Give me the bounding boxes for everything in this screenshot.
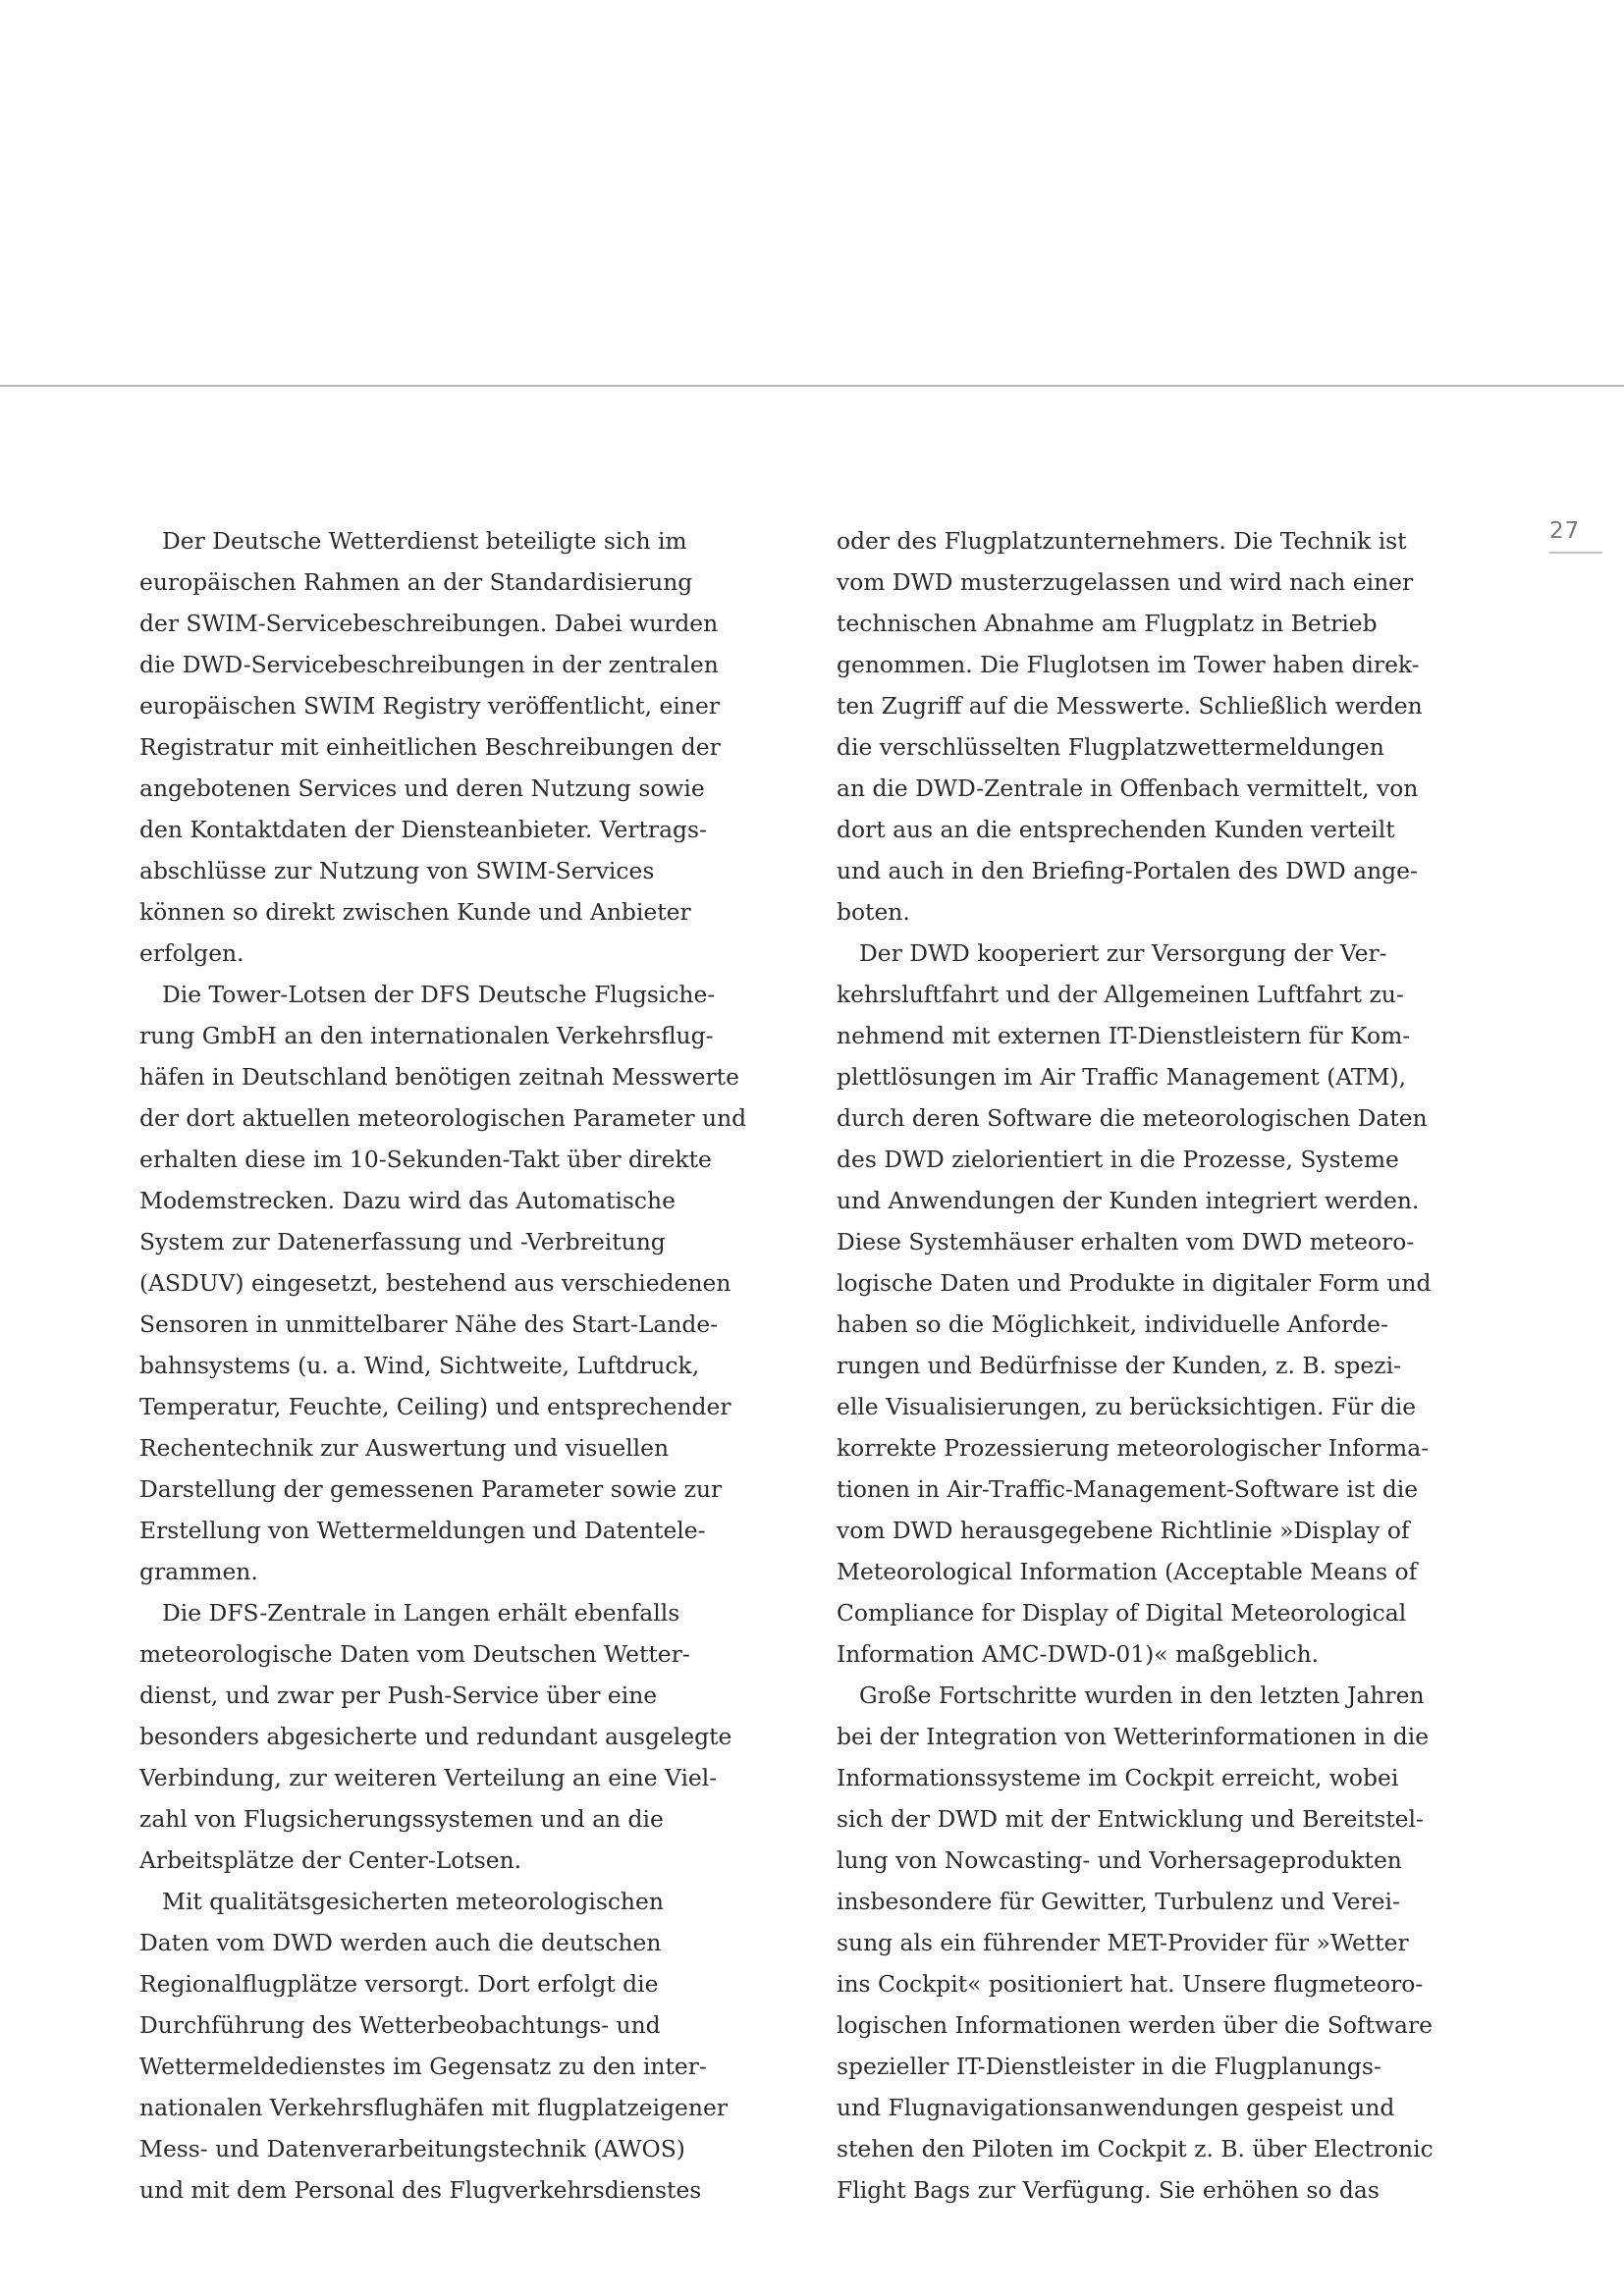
header-divider-line xyxy=(0,385,1624,387)
text-line: und auch in den Briefing-Portalen des DWD ange- xyxy=(837,857,1418,884)
text-line: Darstellung der gemessenen Parameter sowie zur xyxy=(139,1475,723,1503)
text-line: technischen Abnahme am Flugplatz in Betrieb xyxy=(837,610,1378,637)
text-line: zahl von Flugsicherungssystemen und an die xyxy=(139,1805,664,1833)
text-line: lung von Nowcasting- und Vorhersageprodukten xyxy=(837,1846,1402,1874)
text-line: Arbeitsplätze der Center-Lotsen. xyxy=(139,1846,522,1874)
text-line: plettlösungen im Air Traffic Management (ATM), xyxy=(837,1063,1407,1091)
paragraph xyxy=(139,974,797,1592)
text-line: Die DFS-Zentrale in Langen erhält ebenfalls xyxy=(162,1599,680,1627)
text-line: dort aus an die entsprechenden Kunden verteilt xyxy=(837,816,1395,843)
text-line: Informationssysteme im Cockpit erreicht, wobei xyxy=(837,1764,1399,1791)
text-line: rung GmbH an den internationalen Verkehrsflug- xyxy=(139,1022,714,1049)
text-line: bei der Integration von Wetterinformationen in die xyxy=(837,1723,1430,1750)
text-line: der dort aktuellen meteorologischen Parameter und xyxy=(139,1104,747,1132)
text-line: Temperatur, Feuchte, Ceiling) und entsprechender xyxy=(139,1393,731,1420)
text-line: sung als ein führender MET-Provider für »Wetter xyxy=(837,1929,1409,1956)
text-line: logischen Informationen werden über die Software xyxy=(837,2011,1433,2039)
text-line: stehen den Piloten im Cockpit z. B. über Electronic xyxy=(837,2135,1434,2163)
text-line: können so direkt zwischen Kunde und Anbieter xyxy=(139,898,691,926)
text-line: logische Daten und Produkte in digitaler Form und xyxy=(837,1269,1432,1297)
text-line: nehmend mit externen IT-Dienstleistern für Kom- xyxy=(837,1022,1411,1049)
page-number: 27 xyxy=(1549,518,1602,554)
text-line: vom DWD herausgegebene Richtlinie »Display of xyxy=(837,1517,1410,1544)
text-line: vom DWD musterzugelassen und wird nach einer xyxy=(837,568,1414,596)
text-line: Der Deutsche Wetterdienst beteiligte sich im xyxy=(162,527,687,555)
right-text-column xyxy=(837,520,1494,2211)
text-line: bahnsystems (u. a. Wind, Sichtweite, Luftdruck, xyxy=(139,1352,700,1379)
text-line: spezieller IT-Dienstleister in die Flugplanungs- xyxy=(837,2053,1381,2080)
text-line: Information AMC-DWD-01)« maßgeblich. xyxy=(837,1640,1320,1668)
paragraph xyxy=(139,1592,797,1881)
text-line: Diese Systemhäuser erhalten vom DWD meteoro- xyxy=(837,1228,1415,1255)
text-line: Mit qualitätsgesicherten meteorologischen xyxy=(162,1888,664,1915)
text-line: tionen in Air-Traffic-Management-Software ist die xyxy=(837,1475,1419,1503)
text-line: und mit dem Personal des Flugverkehrsdienstes xyxy=(139,2176,702,2204)
text-line: (ASDUV) eingesetzt, bestehend aus verschiedenen xyxy=(139,1269,731,1297)
text-line: europäischen SWIM Registry veröffentlicht, einer xyxy=(139,692,720,720)
text-line: genommen. Die Fluglotsen im Tower haben direk- xyxy=(837,651,1420,678)
text-line: dienst, und zwar per Push-Service über eine xyxy=(139,1682,658,1709)
text-line: elle Visualisierungen, zu berücksichtigen. Für die xyxy=(837,1393,1417,1420)
text-line: die DWD-Servicebeschreibungen in der zentralen xyxy=(139,651,719,678)
text-line: Verbindung, zur weiteren Verteilung an eine Viel- xyxy=(139,1764,718,1791)
text-line: und Anwendungen der Kunden integriert werden. xyxy=(837,1187,1420,1214)
text-line: Registratur mit einheitlichen Beschreibungen der xyxy=(139,733,721,761)
text-line: ten Zugriff auf die Messwerte. Schließlich werden xyxy=(837,692,1423,720)
text-line: an die DWD-Zentrale in Offenbach vermittelt, von xyxy=(837,774,1419,802)
text-line: ins Cockpit« positioniert hat. Unsere flugmeteoro- xyxy=(837,1970,1424,1998)
text-line: Flight Bags zur Verfügung. Sie erhöhen so das xyxy=(837,2176,1380,2204)
paragraph xyxy=(837,933,1494,1675)
text-line: oder des Flugplatzunternehmers. Die Technik ist xyxy=(837,527,1407,555)
text-line: der SWIM-Servicebeschreibungen. Dabei wurden xyxy=(139,610,719,637)
text-line: grammen. xyxy=(139,1558,258,1585)
text-line: angebotenen Services und deren Nutzung sowie xyxy=(139,774,705,802)
text-line: System zur Datenerfassung und -Verbreitung xyxy=(139,1228,666,1255)
text-line: rungen und Bedürfnisse der Kunden, z. B. spezi- xyxy=(837,1352,1401,1379)
text-line: Daten vom DWD werden auch die deutschen xyxy=(139,1929,662,1956)
text-line: Erstellung von Wettermeldungen und Datentele- xyxy=(139,1517,706,1544)
paragraph xyxy=(837,520,1494,933)
text-line: boten. xyxy=(837,898,910,926)
text-line: Rechentechnik zur Auswertung und visuellen xyxy=(139,1434,670,1462)
paragraph xyxy=(837,1675,1494,2211)
text-line: insbesondere für Gewitter, Turbulenz und Verei- xyxy=(837,1888,1400,1915)
text-line: Der DWD kooperiert zur Versorgung der Ver- xyxy=(859,939,1387,967)
text-line: korrekte Prozessierung meteorologischer Informa- xyxy=(837,1434,1430,1462)
text-line: die verschlüsselten Flugplatzwettermeldungen xyxy=(837,733,1384,761)
text-line: abschlüsse zur Nutzung von SWIM-Services xyxy=(139,857,655,884)
left-text-column xyxy=(139,520,797,2211)
text-line: erhalten diese im 10-Sekunden-Takt über direkte xyxy=(139,1146,712,1173)
text-line: Wettermeldedienstes im Gegensatz zu den inter- xyxy=(139,2053,707,2080)
text-line: häfen in Deutschland benötigen zeitnah Messwerte xyxy=(139,1063,739,1091)
text-line: Modemstrecken. Dazu wird das Automatische xyxy=(139,1187,676,1214)
paragraph xyxy=(139,1881,797,2211)
text-line: erfolgen. xyxy=(139,939,244,967)
text-line: besonders abgesicherte und redundant ausgelegte xyxy=(139,1723,732,1750)
text-line: Meteorological Information (Acceptable Means of xyxy=(837,1558,1418,1585)
text-line: des DWD zielorientiert in die Prozesse, Systeme xyxy=(837,1146,1399,1173)
text-line: Compliance for Display of Digital Meteorological xyxy=(837,1599,1407,1627)
text-line: kehrsluftfahrt und der Allgemeinen Luftfahrt zu- xyxy=(837,981,1404,1008)
text-line: durch deren Software die meteorologischen Daten xyxy=(837,1104,1428,1132)
text-line: den Kontaktdaten der Diensteanbieter. Vertrags- xyxy=(139,816,707,843)
text-line: sich der DWD mit der Entwicklung und Bereitstel- xyxy=(837,1805,1424,1833)
paragraph xyxy=(139,520,797,974)
text-line: Mess- und Datenverarbeitungstechnik (AWOS) xyxy=(139,2135,685,2163)
text-line: Die Tower-Lotsen der DFS Deutsche Flugsiche- xyxy=(162,981,716,1008)
text-line: und Flugnavigationsanwendungen gespeist und xyxy=(837,2094,1395,2121)
text-line: Regionalflugplätze versorgt. Dort erfolgt die xyxy=(139,1970,659,1998)
text-line: europäischen Rahmen an der Standardisierung xyxy=(139,568,693,596)
text-line: nationalen Verkehrsflughäfen mit flugplatzeigener xyxy=(139,2094,728,2121)
text-line: Sensoren in unmittelbarer Nähe des Start-Lande- xyxy=(139,1310,719,1338)
text-line: meteorologische Daten vom Deutschen Wetter- xyxy=(139,1640,690,1668)
text-line: Große Fortschritte wurden in den letzten Jahren xyxy=(859,1682,1425,1709)
text-line: haben so die Möglichkeit, individuelle Anforde- xyxy=(837,1310,1388,1338)
text-line: Durchführung des Wetterbeobachtungs- und xyxy=(139,2011,661,2039)
